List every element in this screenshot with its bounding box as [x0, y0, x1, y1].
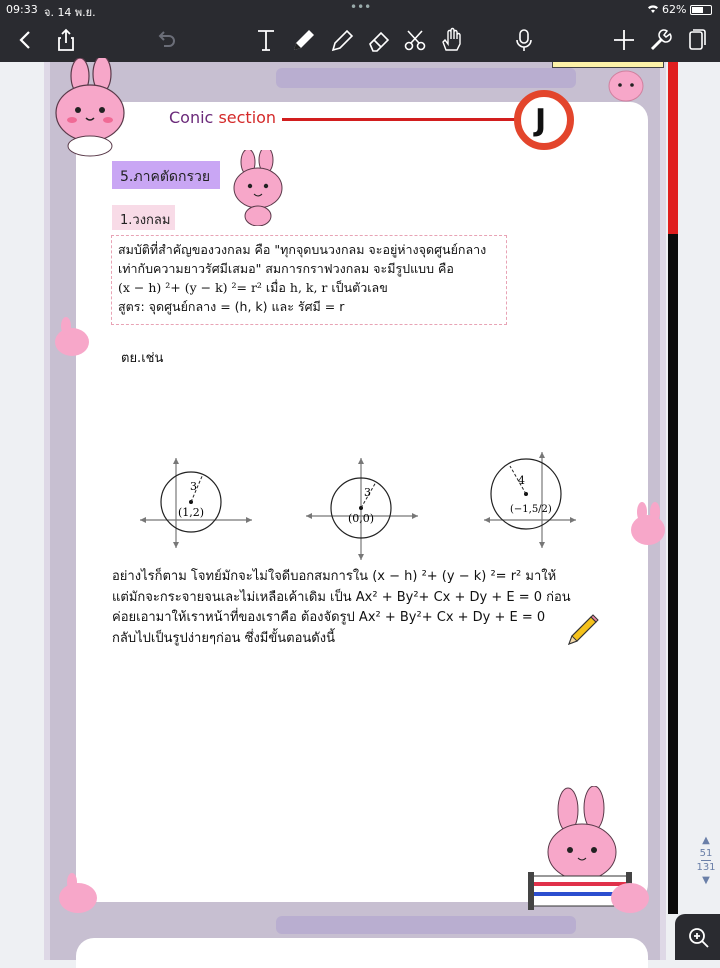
- status-date: จ. 14 พ.ย.: [44, 6, 96, 19]
- example-label: ตย.เช่น: [121, 351, 164, 366]
- circle-graph-2: [304, 456, 420, 564]
- circle-graph-3: [482, 450, 578, 550]
- page-indicator[interactable]: [694, 834, 718, 887]
- pencil-icon: [565, 612, 601, 648]
- bunny-sticker-icon: [606, 64, 646, 104]
- pages-icon[interactable]: [682, 24, 710, 56]
- highlighter-icon[interactable]: [326, 24, 356, 56]
- graph-radius-label: 3: [364, 486, 371, 499]
- header-section: section: [218, 108, 277, 127]
- status-time: 09:33: [6, 3, 38, 16]
- top-toolbar: [0, 0, 720, 62]
- scissors-icon[interactable]: [400, 24, 430, 56]
- bunny-sticker-icon: [226, 150, 292, 226]
- current-page: 51: [699, 848, 713, 859]
- next-page-preview[interactable]: [44, 914, 666, 960]
- definition-box: [111, 235, 507, 325]
- text-tool-icon[interactable]: [252, 24, 280, 56]
- paragraph-line: กลับไปเป็นรูปง่ายๆก่อน ซึ่งมีขั้นตอนดังนี้: [112, 630, 335, 646]
- undo-icon[interactable]: [152, 24, 180, 56]
- eraser-icon[interactable]: [364, 24, 394, 56]
- battery-label: 62%: [662, 3, 687, 16]
- logo-letter: J: [535, 103, 547, 138]
- wifi-icon: [646, 3, 660, 17]
- paragraph-line: แต่มักจะกระจายจนเละไม่เหลือเค้าเดิม เป็น Ax² + By²+ Cx + Dy + E = 0 ก่อน: [112, 589, 571, 605]
- circle-graph-1: [138, 456, 254, 550]
- share-icon[interactable]: [52, 24, 80, 56]
- page-edge-dark: [668, 234, 678, 914]
- bunny-sticker-icon: [52, 316, 92, 358]
- header-title: [169, 108, 276, 127]
- total-pages: 131: [696, 862, 716, 873]
- section-title: 5.ภาคตัดกรวย: [112, 161, 220, 189]
- pen-tool-icon[interactable]: [288, 24, 318, 56]
- zoom-button[interactable]: [675, 914, 720, 960]
- multitask-dots-icon[interactable]: •••: [350, 0, 372, 14]
- header-conic: Conic: [169, 108, 214, 127]
- zoom-icon: [687, 926, 711, 950]
- bunny-sticker-icon: [50, 58, 130, 158]
- graph-center-label: (1,2): [178, 506, 205, 519]
- definition-formula: สูตร: จุดศูนย์กลาง = (h, k) และ รัศมี = r: [118, 299, 345, 314]
- definition-line: เท่ากับความยาวรัศมีเสมอ" สมการกราฟวงกลม จะมีรูปแบบ คือ: [118, 261, 454, 276]
- bunny-sticker-icon: [56, 872, 100, 914]
- hand-icon[interactable]: [436, 24, 466, 56]
- bunny-sticker-icon: [608, 876, 652, 914]
- header-rule: [282, 118, 522, 121]
- graph-radius-label: 4: [518, 474, 525, 487]
- explanation-paragraph: [112, 567, 582, 649]
- page-down-icon[interactable]: ▼: [702, 875, 710, 886]
- microphone-icon[interactable]: [510, 24, 538, 56]
- page-up-icon[interactable]: ▲: [702, 835, 710, 846]
- graph-radius-label: 3: [190, 480, 197, 493]
- bunny-sticker-icon: [628, 500, 668, 548]
- page-edge-red: [668, 62, 678, 234]
- back-icon[interactable]: [12, 24, 40, 56]
- paragraph-line: อย่างไรก็ตาม โจทย์มักจะไม่ใจดีบอกสมการใน (x − h) ²+ (y − k) ²= r² มาให้: [112, 569, 557, 584]
- definition-line: สมบัติที่สำคัญของวงกลม คือ "ทุกจุดบนวงกลม จะอยู่ห่างจุดศูนย์กลาง: [118, 242, 487, 257]
- subsection-title: 1.วงกลม: [112, 205, 175, 230]
- wrench-icon[interactable]: [646, 24, 674, 56]
- battery-icon: [690, 5, 712, 15]
- status-bar: [0, 0, 720, 20]
- page-header-tab: [276, 68, 576, 88]
- logo-badge: [514, 90, 574, 150]
- add-icon[interactable]: [610, 24, 638, 56]
- definition-equation: (x − h) ²+ (y − k) ²= r² เมื่อ h, k, r เป็นตัวเลข: [118, 280, 388, 295]
- graph-center-label: (0,0): [348, 512, 375, 525]
- paragraph-line: ค่อยเอามาให้เราหน้าที่ของเราคือ ต้องจัดรูป Ax² + By²+ Cx + Dy + E = 0: [112, 610, 546, 625]
- graph-center-label: (−1,5/2): [510, 504, 552, 515]
